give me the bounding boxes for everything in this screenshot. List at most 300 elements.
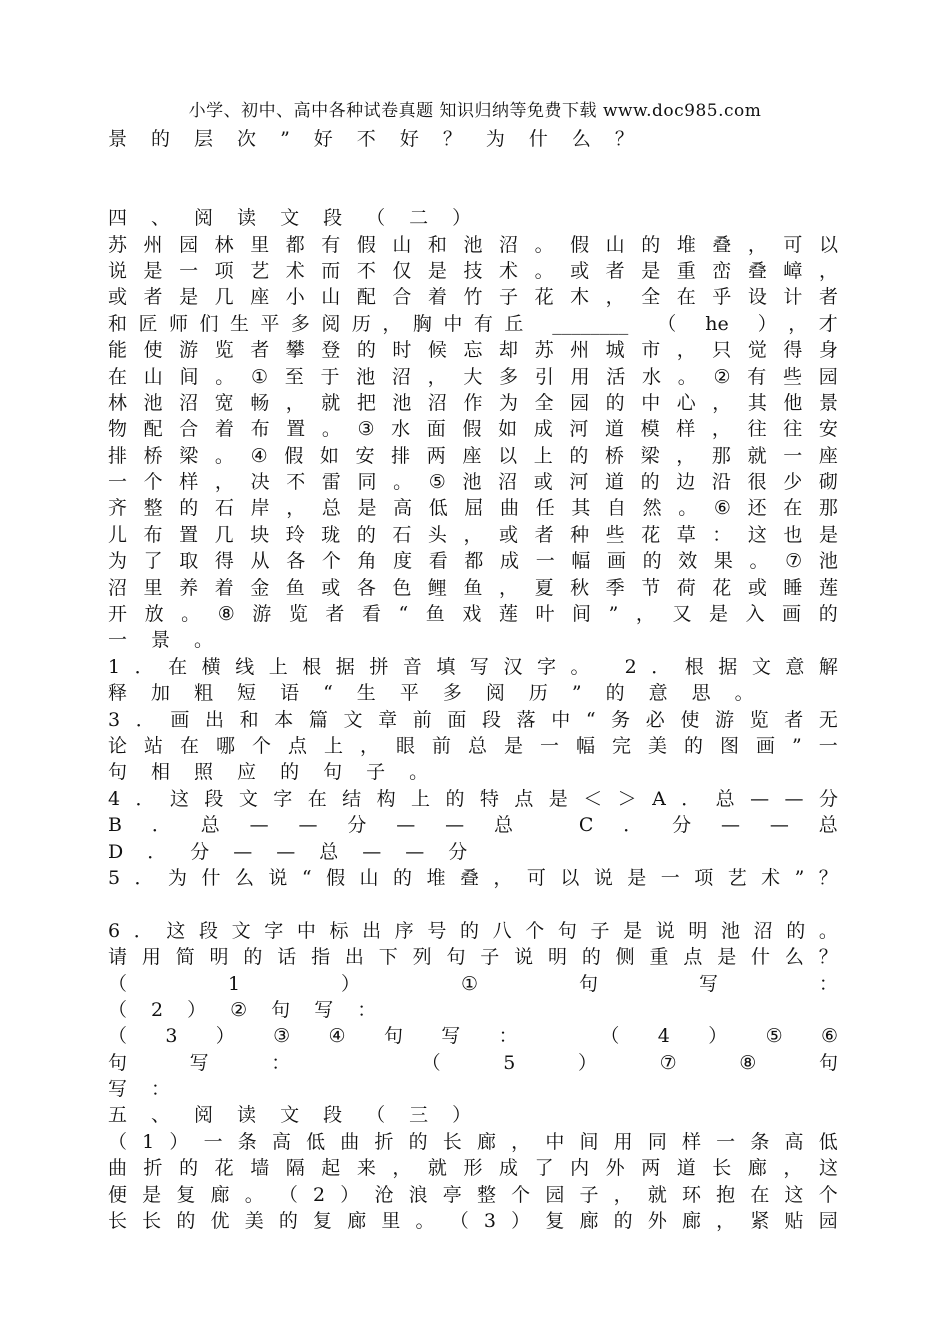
text-line [108,416,838,442]
text-char: 廊 [579,1210,599,1233]
text-char: （ [108,972,128,995]
text-char: 廊 [210,1183,230,1206]
text-char: 中 [545,1130,565,1153]
text-char: ③ [273,1025,291,1048]
text-char: 4 [108,787,121,810]
text-char: 以 [498,444,518,467]
text-char: 4 [657,1025,670,1048]
text-char: 砌 [818,471,838,494]
text-char: 者 [250,339,270,362]
text-char: 列 [412,946,432,969]
text-char: 林 [108,391,128,414]
text-char: 引 [534,365,554,388]
text-char: 一 [783,444,803,467]
text-char: — [298,814,318,837]
text-char: 应 [237,761,257,784]
text-char: ” [608,603,619,626]
text-char: 往 [783,418,803,441]
text-char: 什 [751,946,771,969]
text-char: 前 [412,708,432,731]
text-char: ， [285,391,305,414]
text-char: 好 [399,128,419,150]
text-char: 曲 [500,497,520,520]
text-char: 里 [250,233,270,256]
text-char: ＜ [583,787,603,810]
text-char: — [362,840,382,863]
text-char: 就 [321,391,341,414]
text-char: 游 [252,603,272,626]
text-char: 有 [321,233,341,256]
text-char: ， [711,418,731,441]
text-char: 如 [498,418,518,441]
text-char: 阅 [194,1104,214,1127]
text-char: 梁 [640,444,660,467]
text-char: 重 [649,946,669,969]
text-char: 这 [166,919,186,942]
text-char: ， [635,603,655,626]
text-char: 可 [783,233,803,256]
text-char: 出 [204,708,224,731]
text-line [108,575,838,601]
text-char: ． [147,840,167,863]
text-char: 释 [108,682,128,705]
text-char: 横 [201,655,221,678]
text-char: 入 [745,603,765,626]
text-char: ” [571,682,582,705]
text-char: 是 [427,259,447,282]
text-char: 句 [108,761,128,784]
text-char: ， [286,497,306,520]
text-char: 假 [284,444,304,467]
text-char: 雷 [321,471,341,494]
text-char: 。 [734,682,754,705]
text-line [108,548,838,574]
text-char: 文 [238,787,258,810]
text-char: 置 [179,523,199,546]
text-char: 池 [356,365,376,388]
text-char: 一 [540,734,560,757]
text-char: 明 [209,946,229,969]
text-char: 整 [476,1183,496,1206]
text-char: （ [108,998,128,1021]
text-char: 匠 [138,312,158,335]
text-char: 布 [143,523,163,546]
text-char: 廊 [747,1157,767,1180]
text-char: 指 [311,946,331,969]
text-char: 夏 [534,576,554,599]
text-char: 鱼 [285,576,305,599]
text-char: 序 [394,919,414,942]
text-char: 说 [593,866,613,889]
text-char: 优 [210,1210,230,1233]
text-char: 着 [214,576,234,599]
text-line [108,1102,838,1128]
text-char: ） [511,1210,531,1233]
text-char: 。 [321,418,341,441]
blank-line [108,179,838,205]
text-char: 么 [234,866,254,889]
text-char: 线 [235,655,255,678]
text-char: 解 [818,655,838,678]
text-char: ① [460,972,479,995]
text-char: ⑥ [713,497,731,520]
text-char: 句 [323,761,343,784]
text-char: 长 [108,1210,128,1233]
text-char: 说 [108,259,128,282]
text-char: 里 [381,1210,401,1233]
text-char: 的 [179,497,199,520]
text-char: he [705,312,729,335]
text-line [108,733,838,759]
text-char: （ [108,1025,128,1048]
text-char: 据 [718,655,738,678]
text-char: 如 [319,444,339,467]
text-char: 或 [321,576,341,599]
text-char: 分 [347,814,367,837]
text-char: 两 [641,1157,661,1180]
text-char: 画 [170,708,190,731]
text-char: 的 [459,919,479,942]
text-char: 术 [761,866,781,889]
text-char: 短 [237,682,257,705]
text-line [108,707,838,733]
text-line [108,1023,838,1049]
text-char: — [445,814,465,837]
text-char: 一 [179,259,199,282]
text-char: 畅 [250,391,270,414]
text-char: 技 [463,259,483,282]
text-char: 沼 [427,391,447,414]
text-char: ， [499,576,519,599]
text-char: 也 [783,523,803,546]
text-char: 沼 [108,576,128,599]
text-char: 道 [676,1157,696,1180]
blank-line [108,891,838,917]
text-line [108,1050,838,1076]
text-char: ， [360,734,380,757]
text-char: 标 [329,919,349,942]
text-char: 。 [534,259,554,282]
text-char: 座 [250,286,270,309]
text-char: 头 [427,523,447,546]
text-char: 叠 [712,233,732,256]
text-char: 秋 [570,576,590,599]
text-char: 又 [672,603,692,626]
text-char: 的 [569,444,589,467]
text-char: 意 [648,682,668,705]
text-line [108,126,838,152]
text-char: 段 [323,1104,343,1127]
text-char: 术 [285,259,305,282]
text-char: （ [600,1025,620,1048]
text-char: ， [392,1157,412,1180]
text-char: 的 [278,1210,298,1233]
text-char: 岸 [250,497,270,520]
text-char: 平 [399,682,419,705]
document-body [108,126,838,1234]
text-char: 觉 [747,339,767,362]
text-char: （ [421,1051,441,1074]
text-char: ， [716,1210,736,1233]
text-line [108,680,838,706]
text-char: 池 [143,391,163,414]
text-char: 林 [214,233,234,256]
text-char: 出 [362,919,382,942]
text-char: 阅 [321,312,341,335]
text-char: ， [788,312,808,335]
text-char: 河 [569,418,589,441]
text-char: 大 [463,365,483,388]
text-char: 沼 [179,391,199,414]
text-char: 上 [411,787,431,810]
text-char: 构 [376,787,396,810]
text-char: 务 [611,708,631,731]
text-char: 的 [786,919,806,942]
text-char: 点 [288,734,308,757]
text-char: ” [792,734,802,757]
text-char: 几 [214,286,234,309]
text-char: ． [134,866,154,889]
text-char: 总 [494,814,514,837]
text-char: 他 [783,391,803,414]
text-char: ） [452,1104,472,1127]
text-char: — [784,787,804,810]
text-char: 什 [528,128,548,150]
text-char: 在 [750,1183,770,1206]
text-char: 不 [356,259,376,282]
spacer [535,311,541,337]
text-char: 座 [818,444,838,467]
text-char: 间 [179,365,199,388]
text-char: 句 [578,972,598,995]
text-char: 句 [271,998,291,1021]
text-char: ． [133,919,153,942]
text-char: 句 [383,1025,403,1048]
text-line [108,1129,838,1155]
text-char: 1 [108,655,121,678]
text-char: 为 [499,391,519,414]
text-char: 于 [320,365,340,388]
text-char: 池 [392,391,412,414]
text-char: 二 [409,207,429,230]
text-char: 音 [402,655,422,678]
text-char: 两 [426,444,446,467]
text-char: 和 [108,312,128,335]
text-char: 墙 [250,1157,270,1180]
text-char: ） [215,1025,235,1048]
text-char: 都 [285,233,305,256]
text-char: C [578,814,594,837]
text-char: 段 [204,787,224,810]
text-line [108,205,838,231]
text-char: 平 [260,312,280,335]
text-char: 些 [783,365,803,388]
text-char: 中 [296,919,316,942]
text-char: ⑧ [739,1051,757,1074]
text-char: 山 [359,866,379,889]
text-char: 特 [479,787,499,810]
text-char: 。 [244,1183,264,1206]
text-char: 落 [516,708,536,731]
text-line [108,601,838,627]
text-char: 的 [684,734,704,757]
text-char: ． [151,814,171,837]
text-char: “ [398,603,409,626]
text-char: ． [651,655,671,678]
text-char: 那 [818,497,838,520]
spacer [353,1050,359,1076]
text-line [108,918,838,944]
text-char: 高 [271,1130,291,1153]
text-char: ⑤ [428,471,446,494]
text-char: — [249,814,269,837]
text-char: 州 [143,233,163,256]
text-char: 八 [492,919,512,942]
text-char: 在 [168,655,188,678]
text-char: 池 [462,471,482,494]
text-char: ， [511,1130,531,1153]
text-char: 堆 [426,866,446,889]
text-char: 从 [250,550,270,573]
text-char: 复 [313,1210,333,1233]
text-char: ， [676,444,696,467]
text-char: 总 [321,497,341,520]
text-char: 石 [392,523,412,546]
text-char: 总 [468,734,488,757]
text-char: 一 [818,734,838,757]
text-line [108,627,838,653]
text-char: 不 [286,471,306,494]
text-char: 历 [351,312,371,335]
text-char: 外 [605,1157,625,1180]
text-char: 字 [273,787,293,810]
text-char: 池 [720,919,740,942]
text-char: 假 [462,418,482,441]
text-char: 段 [198,919,218,942]
text-char: 开 [108,603,128,626]
text-char: 攀 [285,339,305,362]
text-char: 根 [684,655,704,678]
text-char: （ [278,1183,298,1206]
text-char: 和 [239,708,259,731]
text-char: 句 [818,1051,838,1074]
text-char: 那 [711,444,731,467]
text-char: ＞ [617,787,637,810]
text-char: 幅 [571,550,591,573]
text-char: 胸 [412,312,432,335]
text-char: 全 [534,391,554,414]
text-char: 折 [143,1157,163,1180]
text-char: 的 [243,946,263,969]
text-char: 项 [214,259,234,282]
text-char: 览 [214,339,234,362]
text-char: 长 [442,1130,462,1153]
text-char: 曲 [340,1130,360,1153]
text-char: 沧 [374,1183,394,1206]
text-char: 睡 [783,576,803,599]
text-char: 廊 [682,1210,702,1233]
text-char: 次 [237,128,257,150]
text-char: 上 [324,734,344,757]
text-char: 莲 [818,576,838,599]
spacer [640,311,646,337]
blank-line [108,152,838,178]
text-char: ① [250,365,268,388]
text-char: 屈 [464,497,484,520]
text-char: 上 [268,655,288,678]
text-char: 石 [214,497,234,520]
text-char: 1 [227,972,241,995]
text-char: ， [214,471,234,494]
text-char: ） [340,1183,360,1206]
text-char: 美 [648,734,668,757]
text-char: 山 [392,233,412,256]
text-char: 沼 [499,233,519,256]
text-char: 园 [818,365,838,388]
text-char: 河 [569,471,589,494]
text-char: 是 [627,866,647,889]
text-char: 3 [483,1210,496,1233]
text-char: 2 [151,998,164,1021]
text-char: 可 [526,866,546,889]
text-char: 的 [445,787,465,810]
text-char: 本 [274,708,294,731]
text-char: ， [382,312,402,335]
text-char: 论 [108,734,128,757]
text-char: 州 [570,339,590,362]
text-char: 山 [143,365,163,388]
text-char: 个 [525,919,545,942]
text-char: — [405,840,425,863]
text-char: 能 [108,339,128,362]
text-char: 总 [715,787,735,810]
text-char: 中 [551,708,571,731]
text-char: 池 [463,233,483,256]
text-char: 山 [605,233,625,256]
text-char: 假 [326,866,346,889]
text-char: ， [676,339,696,362]
text-char: 着 [214,418,234,441]
text-char: 看 [428,550,448,573]
text-char: ） [757,312,777,335]
spacer [556,1023,562,1049]
text-char: 篇 [308,708,328,731]
text-char: 们 [199,312,219,335]
text-char: 座 [462,444,482,467]
text-char: 文 [343,708,363,731]
text-char: 必 [645,708,665,731]
text-char: 拼 [369,655,389,678]
text-char: 果 [713,550,733,573]
text-char: 就 [427,1157,447,1180]
text-char: 多 [442,682,462,705]
text-char: ” [280,128,290,150]
text-char: 么 [571,128,591,150]
text-char: 景 [818,391,838,414]
text-char: ， [605,286,625,309]
text-char: 5 [503,1051,516,1074]
text-char: 合 [392,286,412,309]
text-line [108,1182,838,1208]
text-line [108,522,838,548]
text-char: 度 [393,550,413,573]
text-char: 在 [676,286,696,309]
text-char: 了 [143,550,163,573]
text-char: 条 [750,1130,770,1153]
text-char: 完 [612,734,632,757]
text-char: ． [681,787,701,810]
text-char: 边 [676,471,696,494]
